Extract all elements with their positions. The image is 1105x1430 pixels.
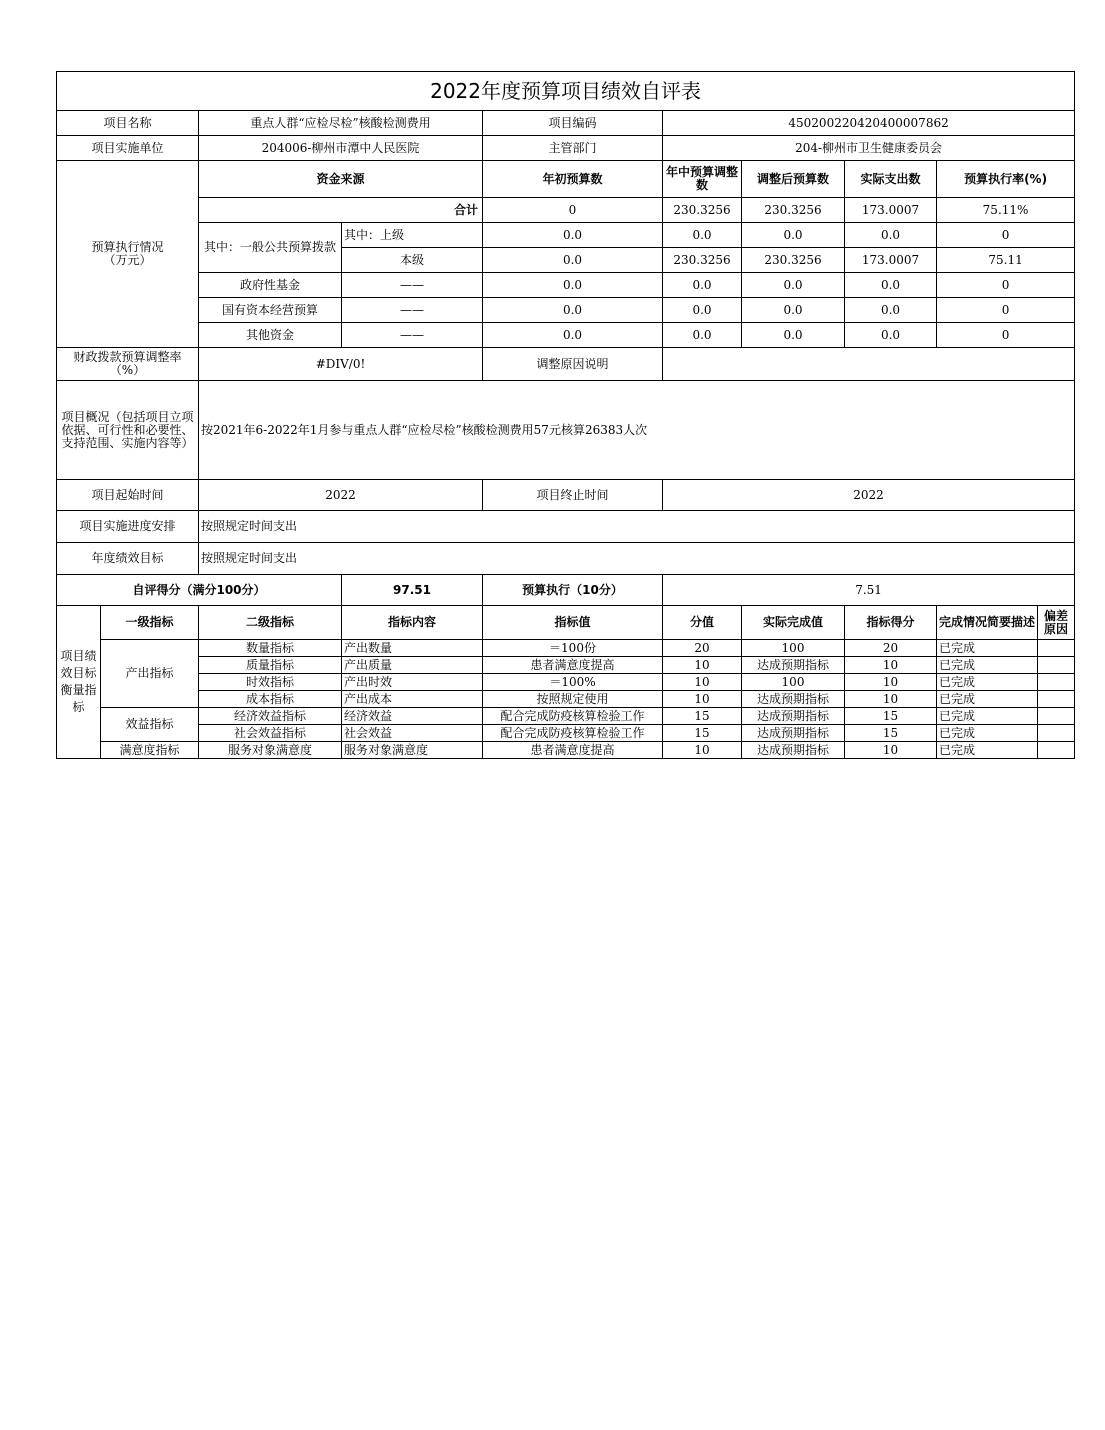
content-cell: 产出成本 xyxy=(342,691,483,708)
score-cell[interactable]: 15 xyxy=(845,708,937,725)
reason-cell[interactable] xyxy=(1038,657,1075,674)
state-capital-initial[interactable]: 0.0 xyxy=(483,298,663,323)
level1-output: 产出指标 xyxy=(101,640,199,708)
header-score: 指标得分 xyxy=(845,606,937,640)
actual-cell[interactable]: 100 xyxy=(742,674,845,691)
gov-fund-actual[interactable]: 0.0 xyxy=(845,273,937,298)
state-capital-adjusted[interactable]: 0.0 xyxy=(742,298,845,323)
actual-cell[interactable]: 达成预期指标 xyxy=(742,708,845,725)
header-initial-budget: 年初预算数 xyxy=(483,161,663,198)
reason-cell[interactable] xyxy=(1038,708,1075,725)
level1-benefit: 效益指标 xyxy=(101,708,199,742)
header-fund-source: 资金来源 xyxy=(199,161,483,198)
project-unit-label: 项目实施单位 xyxy=(57,136,199,161)
annual-goal-label: 年度绩效目标 xyxy=(57,543,199,575)
reason-cell[interactable] xyxy=(1038,725,1075,742)
header-actual: 实际完成值 xyxy=(742,606,845,640)
gov-fund-rate[interactable]: 0 xyxy=(937,273,1075,298)
local-initial[interactable]: 0.0 xyxy=(483,248,663,273)
status-cell[interactable]: 已完成 xyxy=(937,708,1038,725)
upper-actual[interactable]: 0.0 xyxy=(845,223,937,248)
table-title: 2022年度预算项目绩效自评表 xyxy=(57,72,1075,111)
dept-label: 主管部门 xyxy=(483,136,663,161)
state-capital-mid[interactable]: 0.0 xyxy=(663,298,742,323)
state-capital-actual[interactable]: 0.0 xyxy=(845,298,937,323)
weight-cell[interactable]: 15 xyxy=(663,708,742,725)
gov-fund-adjusted[interactable]: 0.0 xyxy=(742,273,845,298)
content-cell: 社会效益 xyxy=(342,725,483,742)
other-fund-adjusted[interactable]: 0.0 xyxy=(742,323,845,348)
other-fund-mid[interactable]: 0.0 xyxy=(663,323,742,348)
general-budget-label: 其中：一般公共预算拨款 xyxy=(199,223,342,273)
schedule-value[interactable]: 按照规定时间支出 xyxy=(199,511,1075,543)
level1-satisfaction: 满意度指标 xyxy=(101,742,199,759)
status-cell[interactable]: 已完成 xyxy=(937,674,1038,691)
weight-cell[interactable]: 10 xyxy=(663,691,742,708)
reason-cell[interactable] xyxy=(1038,674,1075,691)
performance-evaluation-table xyxy=(56,71,1075,759)
state-capital-rate[interactable]: 0 xyxy=(937,298,1075,323)
header-target: 指标值 xyxy=(483,606,663,640)
gov-fund-mid[interactable]: 0.0 xyxy=(663,273,742,298)
project-code-value[interactable]: 450200220420400007862 xyxy=(663,111,1075,136)
project-name-label: 项目名称 xyxy=(57,111,199,136)
reason-cell[interactable] xyxy=(1038,742,1075,759)
header-content: 指标内容 xyxy=(342,606,483,640)
target-cell[interactable]: ＝100份 xyxy=(483,640,663,657)
state-capital-label: 国有资本经营预算 xyxy=(199,298,342,323)
header-exec-rate: 预算执行率(%) xyxy=(937,161,1075,198)
reason-cell[interactable] xyxy=(1038,691,1075,708)
weight-cell[interactable]: 10 xyxy=(663,674,742,691)
local-mid[interactable]: 230.3256 xyxy=(663,248,742,273)
header-status: 完成情况简要描述 xyxy=(937,606,1038,640)
project-unit-value[interactable]: 204006-柳州市潭中人民医院 xyxy=(199,136,483,161)
score-cell[interactable]: 15 xyxy=(845,725,937,742)
adjust-reason-label: 调整原因说明 xyxy=(483,348,663,381)
self-score-label: 自评得分（满分100分） xyxy=(57,575,342,606)
gov-fund-initial[interactable]: 0.0 xyxy=(483,273,663,298)
status-cell[interactable]: 已完成 xyxy=(937,691,1038,708)
status-cell[interactable]: 已完成 xyxy=(937,742,1038,759)
self-score-value[interactable]: 97.51 xyxy=(342,575,483,606)
gov-fund-dash: —— xyxy=(342,273,483,298)
adjust-reason-value[interactable] xyxy=(663,348,1075,381)
annual-goal-value[interactable]: 按照规定时间支出 xyxy=(199,543,1075,575)
status-cell[interactable]: 已完成 xyxy=(937,640,1038,657)
header-deviation: 偏差原因 xyxy=(1038,606,1075,640)
content-cell: 经济效益 xyxy=(342,708,483,725)
target-cell[interactable]: 按照规定使用 xyxy=(483,691,663,708)
header-weight: 分值 xyxy=(663,606,742,640)
local-adjusted[interactable]: 230.3256 xyxy=(742,248,845,273)
target-cell[interactable]: 患者满意度提高 xyxy=(483,657,663,674)
actual-cell[interactable]: 达成预期指标 xyxy=(742,657,845,674)
actual-cell[interactable]: 达成预期指标 xyxy=(742,691,845,708)
local-actual[interactable]: 173.0007 xyxy=(845,248,937,273)
overview-value[interactable]: 按2021年6-2022年1月参与重点人群“应检尽检”核酸检测费用57元核算26383人次 xyxy=(199,381,1075,480)
target-cell[interactable]: 配合完成防疫核算检验工作 xyxy=(483,725,663,742)
weight-cell[interactable]: 10 xyxy=(663,657,742,674)
indicator-side-label: 项目绩效目标衡量指标 xyxy=(57,606,101,759)
header-adjusted-budget: 调整后预算数 xyxy=(742,161,845,198)
budget-section-label xyxy=(57,161,199,348)
level2-cell: 质量指标 xyxy=(199,657,342,674)
end-time-value[interactable]: 2022 xyxy=(663,480,1075,511)
score-cell[interactable]: 10 xyxy=(845,691,937,708)
start-time-value[interactable]: 2022 xyxy=(199,480,483,511)
target-cell[interactable]: ＝100% xyxy=(483,674,663,691)
header-level2: 二级指标 xyxy=(199,606,342,640)
gov-fund-label: 政府性基金 xyxy=(199,273,342,298)
header-mid-adjust: 年中预算调整数 xyxy=(663,161,742,198)
upper-mid[interactable]: 0.0 xyxy=(663,223,742,248)
score-cell[interactable]: 10 xyxy=(845,674,937,691)
total-mid[interactable]: 230.3256 xyxy=(663,198,742,223)
adjust-rate-value[interactable]: #DIV/0! xyxy=(199,348,483,381)
total-rate[interactable]: 75.11% xyxy=(937,198,1075,223)
project-code-label: 项目编码 xyxy=(483,111,663,136)
local-rate[interactable]: 75.11 xyxy=(937,248,1075,273)
target-cell[interactable]: 配合完成防疫核算检验工作 xyxy=(483,708,663,725)
total-adjusted[interactable]: 230.3256 xyxy=(742,198,845,223)
state-capital-dash: —— xyxy=(342,298,483,323)
budget-exec-label: 预算执行（10分） xyxy=(483,575,663,606)
score-cell[interactable]: 10 xyxy=(845,742,937,759)
weight-cell[interactable]: 10 xyxy=(663,742,742,759)
budget-section-title: 预算执行情况 xyxy=(91,240,164,254)
upper-rate[interactable]: 0 xyxy=(937,223,1075,248)
overview-label: 项目概况（包括项目立项依据、可行性和必要性、支持范围、实施内容等） xyxy=(57,381,199,480)
end-time-label: 项目终止时间 xyxy=(483,480,663,511)
other-fund-actual[interactable]: 0.0 xyxy=(845,323,937,348)
dept-value[interactable]: 204-柳州市卫生健康委员会 xyxy=(663,136,1075,161)
actual-cell[interactable]: 达成预期指标 xyxy=(742,742,845,759)
budget-section-unit: （万元） xyxy=(103,253,152,267)
status-cell[interactable]: 已完成 xyxy=(937,725,1038,742)
header-level1: 一级指标 xyxy=(101,606,199,640)
content-cell: 产出质量 xyxy=(342,657,483,674)
upper-adjusted[interactable]: 0.0 xyxy=(742,223,845,248)
level2-cell: 服务对象满意度 xyxy=(199,742,342,759)
upper-label: 其中：上级 xyxy=(342,223,483,248)
schedule-label: 项目实施进度安排 xyxy=(57,511,199,543)
header-actual-spend: 实际支出数 xyxy=(845,161,937,198)
target-cell[interactable]: 患者满意度提高 xyxy=(483,742,663,759)
score-cell[interactable]: 10 xyxy=(845,657,937,674)
start-time-label: 项目起始时间 xyxy=(57,480,199,511)
total-actual[interactable]: 173.0007 xyxy=(845,198,937,223)
content-cell: 产出数量 xyxy=(342,640,483,657)
upper-initial[interactable]: 0.0 xyxy=(483,223,663,248)
other-fund-initial[interactable]: 0.0 xyxy=(483,323,663,348)
weight-cell[interactable]: 15 xyxy=(663,725,742,742)
adjust-rate-label: 财政拨款预算调整率（%） xyxy=(57,348,199,381)
status-cell[interactable]: 已完成 xyxy=(937,657,1038,674)
total-initial[interactable]: 0 xyxy=(483,198,663,223)
other-fund-rate[interactable]: 0 xyxy=(937,323,1075,348)
budget-exec-value[interactable]: 7.51 xyxy=(663,575,1075,606)
actual-cell[interactable]: 达成预期指标 xyxy=(742,725,845,742)
level2-cell: 经济效益指标 xyxy=(199,708,342,725)
local-label: 本级 xyxy=(342,248,483,273)
reason-cell[interactable] xyxy=(1038,640,1075,657)
other-fund-dash: —— xyxy=(342,323,483,348)
content-cell: 产出时效 xyxy=(342,674,483,691)
level2-cell: 数量指标 xyxy=(199,640,342,657)
weight-cell[interactable]: 20 xyxy=(663,640,742,657)
score-cell[interactable]: 20 xyxy=(845,640,937,657)
level2-cell: 社会效益指标 xyxy=(199,725,342,742)
content-cell: 服务对象满意度 xyxy=(342,742,483,759)
level2-cell: 时效指标 xyxy=(199,674,342,691)
project-name-value[interactable]: 重点人群“应检尽检”核酸检测费用 xyxy=(199,111,483,136)
actual-cell[interactable]: 100 xyxy=(742,640,845,657)
other-fund-label: 其他资金 xyxy=(199,323,342,348)
level2-cell: 成本指标 xyxy=(199,691,342,708)
total-label: 合计 xyxy=(199,198,483,223)
